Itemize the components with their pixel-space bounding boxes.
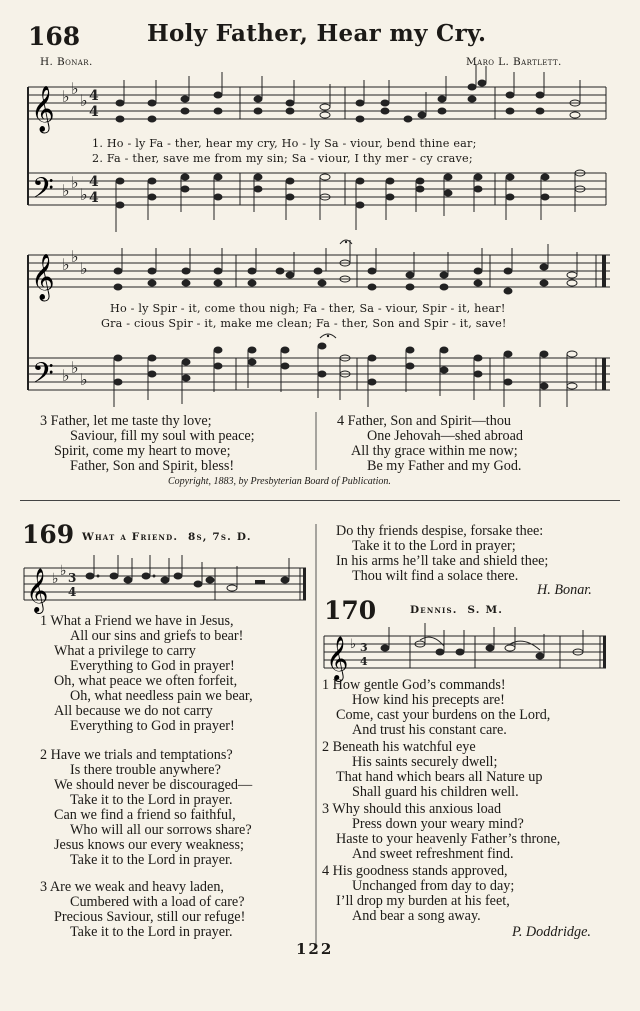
meter: S. M. [467, 604, 504, 616]
system2-lyric-line1: Ho - ly Spir - it, come thou nigh; Fa - ther, Sa - viour, Spir - it, hear! [110, 302, 506, 315]
verse-line: Take it to the Lord in prayer. [70, 792, 233, 808]
treble-clef-icon: 𝄞 [326, 636, 349, 680]
system1-lyric-line2: 2. Fa - ther, save me from my sin; Sa - viour, I thy mer - cy crave; [92, 152, 473, 165]
verse-line: 1 What a Friend we have in Jesus, [40, 613, 234, 629]
page-number: 122 [296, 940, 334, 958]
svg-text:♭: ♭ [62, 366, 70, 385]
hymn-170-verse-3 [322, 802, 560, 862]
verse-line: All thy grace within me now; [351, 443, 518, 459]
verse-line: And trust his constant care. [352, 722, 507, 738]
svg-text:4: 4 [360, 655, 368, 668]
hymn-168-verse-3 [40, 414, 255, 474]
verse-line: Take it to the Lord in prayer; [352, 538, 516, 554]
svg-text:4: 4 [89, 174, 99, 190]
svg-text:♭: ♭ [80, 91, 88, 110]
verse-line: 4 His goodness stands approved, [322, 863, 508, 879]
svg-text:♭: ♭ [60, 563, 67, 579]
treble-clef-icon: 𝄞 [26, 568, 49, 612]
verse-line: All because we do not carry [54, 703, 213, 719]
verse-line: 1 How gentle God’s commands! [322, 677, 506, 693]
svg-text:♭: ♭ [80, 259, 88, 278]
hymn-170-verse-4 [322, 864, 514, 924]
verse-line: And sweet refreshment find. [352, 846, 514, 862]
hymn-170-author: P. Doddridge. [512, 924, 591, 940]
svg-text:♭: ♭ [71, 79, 79, 98]
hymn-170-verse-1 [322, 678, 550, 738]
svg-text:♭: ♭ [71, 247, 79, 266]
verse-line: Cumbered with a load of care? [70, 894, 245, 910]
verse-line: And bear a song away. [352, 908, 481, 924]
svg-text:3: 3 [360, 641, 368, 654]
verse-line: 3 Why should this anxious load [322, 801, 502, 817]
system1-treble-notes [116, 64, 580, 122]
verse-line: What a privilege to carry [54, 643, 196, 659]
verse-line: That hand which bears all Nature up [336, 769, 543, 785]
verse-line: One Jehovah—shed abroad [367, 428, 524, 444]
verse-line: Spirit, come my heart to move; [54, 443, 231, 459]
hymn-168-title: Holy Father, Hear my Cry. [147, 20, 487, 47]
svg-text:♭: ♭ [62, 181, 70, 200]
tune-name: What a Friend. [82, 531, 179, 543]
verse-line: Press down your weary mind? [352, 816, 524, 832]
verse-line: Saviour, fill my soul with peace; [70, 428, 255, 444]
svg-text:4: 4 [68, 585, 77, 599]
svg-text:4: 4 [89, 190, 99, 206]
verse-line: Everything to God in prayer! [70, 658, 235, 674]
verse-line: Take it to the Lord in prayer. [70, 852, 233, 868]
verse-line: Precious Saviour, still our refuge! [54, 909, 246, 925]
verse-line: Be my Father and my God. [367, 458, 522, 474]
verse-line: Come, cast your burdens on the Lord, [336, 707, 551, 723]
svg-text:♭: ♭ [62, 255, 70, 274]
hymn-170-tune [410, 604, 503, 616]
verse-line: Do thy friends despise, forsake thee: [336, 523, 544, 539]
verse-line: I’ll drop my burden at his feet, [336, 893, 510, 909]
hymn-170-tune-notes [381, 623, 583, 659]
verse-line: Father, Son and Spirit, bless! [70, 458, 235, 474]
system2-lyric-line2: Gra - cious Spir - it, make me clean; Fa - ther, Son and Spir - it, save! [101, 317, 507, 330]
hymn-169-tune [82, 531, 252, 543]
svg-text:♭: ♭ [80, 185, 88, 204]
tune-name: Dennis. [410, 604, 458, 616]
hymn-168-author: H. Bonar. [40, 56, 93, 68]
system1-bass-notes [116, 170, 585, 232]
svg-text:4: 4 [89, 88, 99, 104]
svg-text:♭: ♭ [71, 173, 79, 192]
hymn-168-verse-4 [337, 414, 523, 474]
verse-line: 2 Have we trials and temptations? [40, 747, 233, 763]
hymn-169-tune-notes [86, 555, 289, 591]
meter: 8s, 7s. D. [187, 531, 252, 543]
verse-line: His saints securely dwell; [352, 754, 498, 770]
bass-clef-icon: 𝄢 [32, 357, 54, 397]
svg-text:♭: ♭ [350, 637, 357, 652]
verse-line: Everything to God in prayer! [70, 718, 235, 734]
hymn-168-number: 168 [28, 22, 81, 51]
hymn-169-verse-3 [40, 880, 245, 940]
treble-clef-icon: 𝄞 [31, 254, 55, 300]
system1-treble-staff [28, 87, 606, 119]
verse-line: Thou wilt find a solace there. [352, 568, 519, 584]
hymn-169-verse-1 [40, 614, 253, 734]
verse-line: How kind his precepts are! [352, 692, 505, 708]
verse-line: All our sins and griefs to bear! [70, 628, 244, 644]
svg-text:♭: ♭ [62, 87, 70, 106]
verse-line: 3 Father, let me taste thy love; [40, 413, 212, 429]
verse-line: Haste to your heavenly Father’s throne, [336, 831, 561, 847]
svg-text:♭: ♭ [80, 370, 88, 389]
verse-line: Oh, what needless pain we bear, [70, 688, 253, 704]
key-signature-icon [62, 79, 88, 204]
svg-text:4: 4 [89, 104, 99, 120]
verse-line: Unchanged from day to day; [352, 878, 515, 894]
verse-line: Shall guard his children well. [352, 784, 519, 800]
bass-clef-icon: 𝄢 [32, 172, 54, 212]
system1-bass-staff [28, 173, 606, 205]
hymn-170-verse-2 [322, 740, 542, 800]
hymn-168-copyright: Copyright, 1883, by Presbyterian Board of Publication. [168, 476, 391, 487]
system1-lyric-line1: 1. Ho - ly Fa - ther, hear my cry, Ho - ly Sa - viour, bend thine ear; [92, 137, 477, 150]
system2-bass-notes [114, 343, 577, 407]
hymn-169-verse-3-continued [336, 524, 548, 584]
hymn-169-verse-2 [40, 748, 252, 868]
verse-line: Can we find a friend so faithful, [54, 807, 236, 823]
svg-text:3: 3 [68, 571, 77, 585]
verse-line: We should never be discouraged— [54, 777, 253, 793]
key-signature-icon [62, 247, 88, 389]
verse-line: 3 Are we weak and heavy laden, [40, 879, 224, 895]
treble-clef-icon: 𝄞 [31, 86, 55, 132]
svg-text:♭: ♭ [52, 571, 59, 587]
hymn-168-composer: Maro L. Bartlett. [466, 56, 562, 68]
section-divider [20, 500, 620, 501]
verse-line: Oh, what peace we often forfeit, [54, 673, 238, 689]
verse-line: Take it to the Lord in prayer. [70, 924, 233, 940]
svg-text:♭: ♭ [71, 358, 79, 377]
verse-line: Who will all our sorrows share? [70, 822, 252, 838]
hymn-170-number: 170 [324, 596, 377, 625]
verse-line: Jesus knows our every weakness; [54, 837, 244, 853]
hymn-169-number: 169 [22, 520, 75, 549]
verse-line: In his arms he’ll take and shield thee; [336, 553, 549, 569]
verse-line: 4 Father, Son and Spirit—thou [337, 413, 512, 429]
verse-line: Is there trouble anywhere? [70, 762, 221, 778]
hymn-169-author: H. Bonar. [537, 582, 592, 598]
verse-line: 2 Beneath his watchful eye [322, 739, 476, 755]
system2-treble-notes [114, 240, 577, 294]
